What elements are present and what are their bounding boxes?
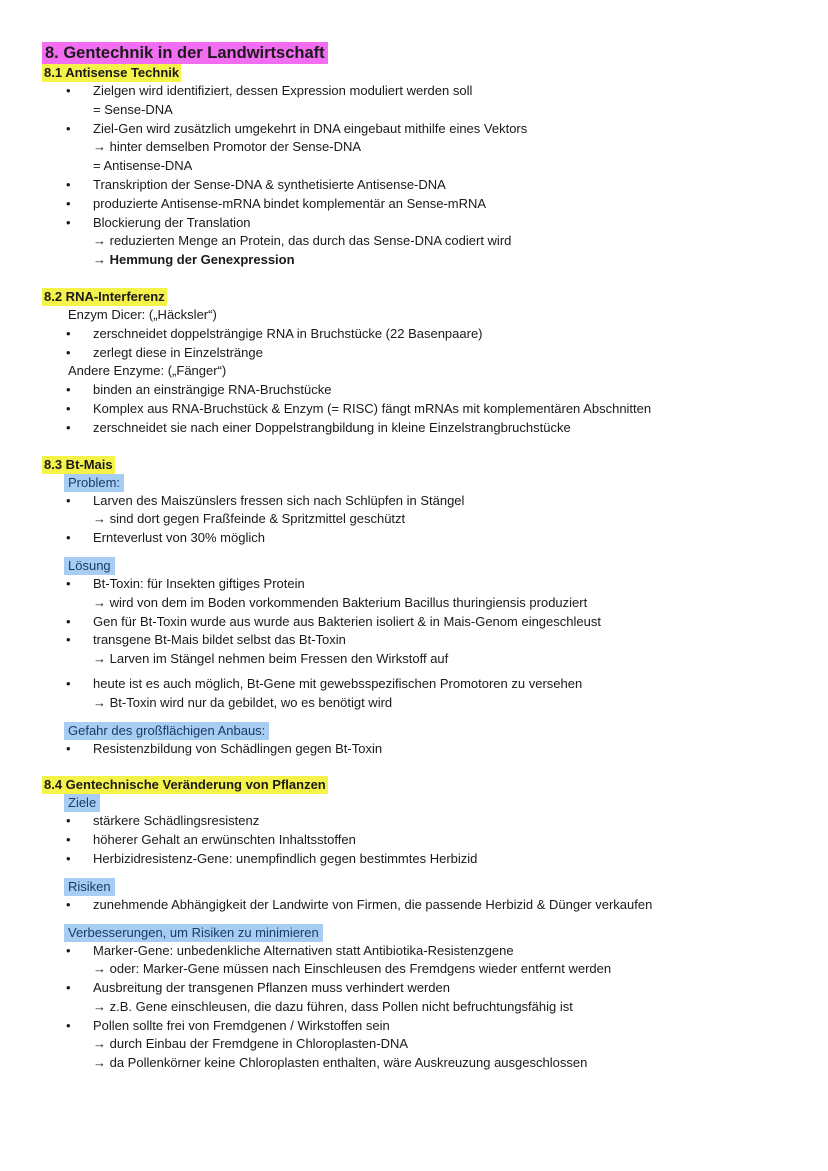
list-item: • Larven des Maiszünslers fressen sich nach Schlüpfen in Stängel → sind dort gegen Fraßfeinde & Spritzmittel geschützt [42,492,828,530]
list-item: • Komplex aus RNA-Bruchstück & Enzym (= RISC) fängt mRNAs mit komplementären Abschnitten [42,400,828,419]
subheading-loesung: Lösung [64,557,115,575]
list-item: • Transkription der Sense-DNA & synthetisierte Antisense-DNA [42,176,828,195]
list-item: • transgene Bt-Mais bildet selbst das Bt-Toxin → Larven im Stängel nehmen beim Fressen den Wirkstoff auf [42,631,828,669]
danger-list [42,740,828,759]
list-item: • zerschneidet doppelsträngige RNA in Bruchstücke (22 Basenpaare) [42,325,828,344]
list-item: • Bt-Toxin: für Insekten giftiges Protein → wird von dem im Boden vorkommenden Bakterium Bacillus thuringiensis produziert [42,575,828,613]
list-item: • zunehmende Abhängigkeit der Landwirte von Firmen, die passende Herbizid & Dünger verkaufen [42,896,828,915]
dicer-list [42,325,828,363]
list-item: • zerlegt diese in Einzelstränge [42,344,828,363]
goals-list [42,812,828,868]
list-item: • Ziel-Gen wird zusätzlich umgekehrt in DNA eingebaut mithilfe eines Vektors → hinter demselben Promotor der Sense-DNA = Antisense-DNA [42,120,828,176]
list-item: • höherer Gehalt an erwünschten Inhaltsstoffen [42,831,828,850]
improvements-list [42,942,828,1074]
page-title: 8. Gentechnik in der Landwirtschaft [42,42,328,64]
list-item: • stärkere Schädlingsresistenz [42,812,828,831]
list-item: • Resistenzbildung von Schädlingen gegen Bt-Toxin [42,740,828,759]
section-heading-antisense: 8.1 Antisense Technik [44,65,180,80]
subheading-risiken: Risiken [64,878,115,896]
solution-list-continued [42,675,828,713]
section-heading-gentechnische-veraenderung: 8.4 Gentechnische Veränderung von Pflanzen [44,777,326,793]
list-item: • Marker-Gene: unbedenkliche Alternativen statt Antibiotika-Resistenzgene → oder: Marker-Gene müssen nach Einschleusen des Fremdgens wieder entfernt werden [42,942,828,980]
list-item: • Pollen sollte frei von Fremdgenen / Wirkstoffen sein → durch Einbau der Fremdgene in Chloroplasten-DNA → da Pollenkörner keine Chloroplasten enthalten, wäre Auskreuzung ausgeschlossen [42,1017,828,1073]
subheading-ziele: Ziele [64,794,100,812]
risks-list [42,896,828,915]
dicer-label: Enzym Dicer: („Häcksler“) [68,306,217,322]
list-item: • Herbizidresistenz-Gene: unempfindlich gegen bestimmtes Herbizid [42,850,828,869]
list-item: • Gen für Bt-Toxin wurde aus wurde aus Bakterien isoliert & in Mais-Genom eingeschleust [42,613,828,632]
subheading-gefahr: Gefahr des großflächigen Anbaus: [64,722,269,740]
list-item: • produzierte Antisense-mRNA bindet komplementär an Sense-mRNA [42,195,828,214]
list-item: • Ernteverlust von 30% möglich [42,529,828,548]
section-heading-rna-interferenz: 8.2 RNA-Interferenz [44,288,165,304]
other-enzymes-label: Andere Enzyme: („Fänger“) [68,363,227,379]
list-item: • Zielgen wird identifiziert, dessen Expression moduliert werden soll = Sense-DNA [42,82,828,120]
other-enzymes-list [42,381,828,437]
section-heading-bt-mais: 8.3 Bt-Mais [44,456,113,472]
list-item: • Ausbreitung der transgenen Pflanzen muss verhindert werden → z.B. Gene einschleusen, die dazu führen, dass Pollen nicht befruchtungsfähig ist [42,979,828,1017]
list-item: • binden an einsträngige RNA-Bruchstücke [42,381,828,400]
subheading-verbesserungen: Verbesserungen, um Risiken zu minimieren [64,924,323,942]
solution-list [42,575,828,669]
list-item: • Blockierung der Translation → reduzierten Menge an Protein, das durch das Sense-DNA codiert wird → Hemmung der Genexpression [42,214,828,270]
antisense-list [42,82,828,270]
list-item: • heute ist es auch möglich, Bt-Gene mit gewebsspezifischen Promotoren zu versehen → Bt-Toxin wird nur da gebildet, wo es benötigt wird [42,675,828,713]
subheading-problem: Problem: [64,474,124,492]
list-item: • zerschneidet sie nach einer Doppelstrangbildung in kleine Einzelstrangbruchstücke [42,419,828,438]
problem-list [42,492,828,548]
